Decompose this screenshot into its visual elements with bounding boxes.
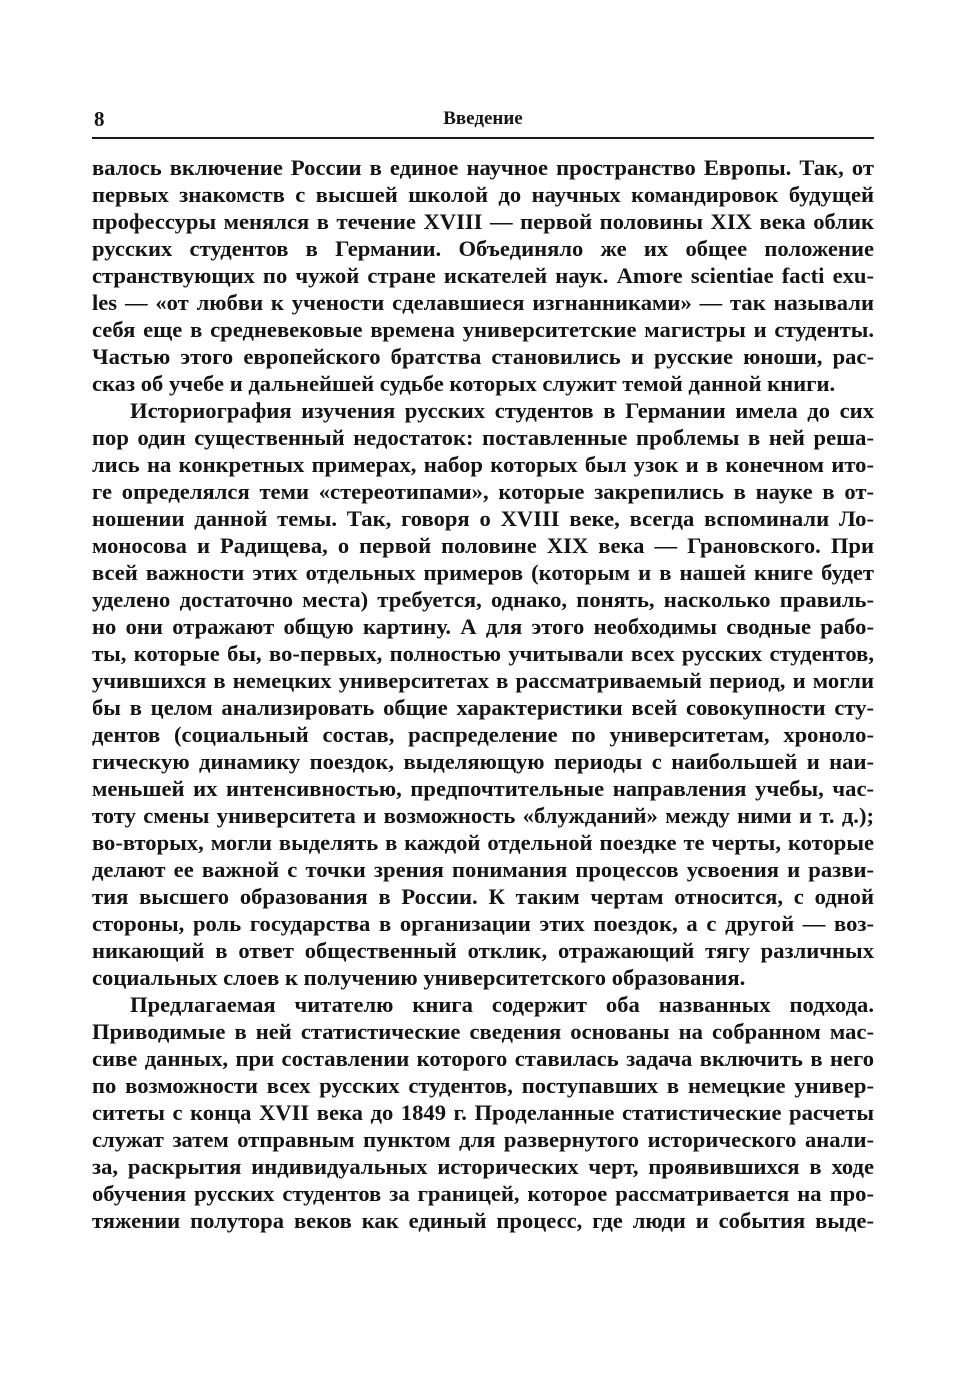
page-number: 8	[94, 107, 105, 131]
text-line: профессуры менялся в течение XVIII — первой половины XIX века облик	[92, 209, 874, 234]
text-line: моносова и Радищева, о первой половине XIX века — Грановского. При	[92, 533, 874, 558]
text-line: во-вторых, могли выделять в каждой отдельной поездке те черты, которые	[92, 830, 874, 855]
section-title: Введение	[443, 108, 523, 129]
text-line: тия высшего образования в России. К таким чертам относится, с одной	[92, 884, 874, 909]
text-line: никающий в ответ общественный отклик, отражающий тягу различных	[92, 938, 874, 963]
text-line: сиве данных, при составлении которого ставилась задача включить в него	[92, 1046, 874, 1071]
text-line: себя еще в средневековые времена университетские магистры и студенты.	[92, 317, 874, 342]
text-line: бы в целом анализировать общие характеристики всей совокупности сту-	[92, 695, 874, 720]
text-line: по возможности всех русских студентов, поступавших в немецкие универ-	[92, 1073, 874, 1098]
text-line: les — «от любви к учености сделавшиеся изгнанниками» — так называли	[92, 290, 874, 315]
text-line: Историография изучения русских студентов в Германии имела до сих	[130, 398, 874, 423]
body-text	[92, 154, 874, 1234]
text-line: служат затем отправным пунктом для развернутого исторического анали-	[92, 1127, 874, 1152]
text-line: русских студентов в Германии. Объединяло же их общее положение	[92, 236, 874, 261]
text-line: Частью этого европейского братства становились и русские юноши, рас-	[92, 344, 874, 369]
paragraph-2	[92, 397, 874, 991]
text-line: обучения русских студентов за границей, которое рассматривается на про-	[92, 1181, 874, 1206]
text-line: ношении данной темы. Так, говоря о XVIII веке, всегда вспоминали Ло-	[92, 506, 874, 531]
text-line: но они отражают общую картину. А для этого необходимы сводные рабо-	[92, 614, 874, 639]
text-line: сказ об учебе и дальнейшей судьбе которых служит темой данной книги.	[92, 371, 836, 396]
text-line: тяжении полутора веков как единый процесс, где люди и события выде-	[92, 1208, 874, 1233]
text-line: уделено достаточно места) требуется, однако, понять, насколько правиль-	[92, 587, 874, 612]
text-line: учившихся в немецких университетах в рассматриваемый период, и могли	[92, 668, 874, 693]
text-line: пор один существенный недостаток: поставленные проблемы в ней реша-	[92, 425, 874, 450]
text-line: гическую динамику поездок, выделяющую периоды с наибольшей и наи-	[92, 749, 874, 774]
paragraph-1	[92, 154, 874, 397]
text-line: первых знакомств с высшей школой до научных командировок будущей	[92, 182, 874, 207]
paragraph-3	[92, 991, 874, 1234]
text-line: социальных слоев к получению университетского образования.	[92, 965, 746, 990]
text-line: меньшей их интенсивностью, предпочтительные направления учебы, час-	[92, 776, 874, 801]
header-rule	[92, 137, 874, 139]
text-line: Приводимые в ней статистические сведения основаны на собранном мас-	[92, 1019, 874, 1044]
text-line: ты, которые бы, во-первых, полностью учитывали всех русских студентов,	[92, 641, 874, 666]
running-head	[92, 106, 874, 136]
text-line: ситеты с конца XVII века до 1849 г. Проделанные статистические расчеты	[92, 1100, 874, 1125]
text-line: Предлагаемая читателю книга содержит оба названных подхода.	[130, 992, 874, 1017]
text-line: стороны, роль государства в организации этих поездок, а с другой — воз-	[92, 911, 874, 936]
text-line: делают ее важной с точки зрения понимания процессов усвоения и разви-	[92, 857, 874, 882]
text-line: тоту смены университета и возможность «блужданий» между ними и т. д.);	[92, 803, 874, 828]
text-line: лись на конкретных примерах, набор которых был узок и в конечном ито-	[92, 452, 874, 477]
text-line: за, раскрытия индивидуальных исторических черт, проявившихся в ходе	[92, 1154, 874, 1179]
text-line: всей важности этих отдельных примеров (которым и в нашей книге будет	[92, 560, 874, 585]
text-line: странствующих по чужой стране искателей наук. Amore scientiae facti exu-	[92, 263, 874, 288]
text-line: ге определялся теми «стереотипами», которые закрепились в науке в от-	[92, 479, 874, 504]
text-line: дентов (социальный состав, распределение по университетам, хроноло-	[92, 722, 874, 747]
text-line: валось включение России в единое научное пространство Европы. Так, от	[92, 155, 874, 180]
